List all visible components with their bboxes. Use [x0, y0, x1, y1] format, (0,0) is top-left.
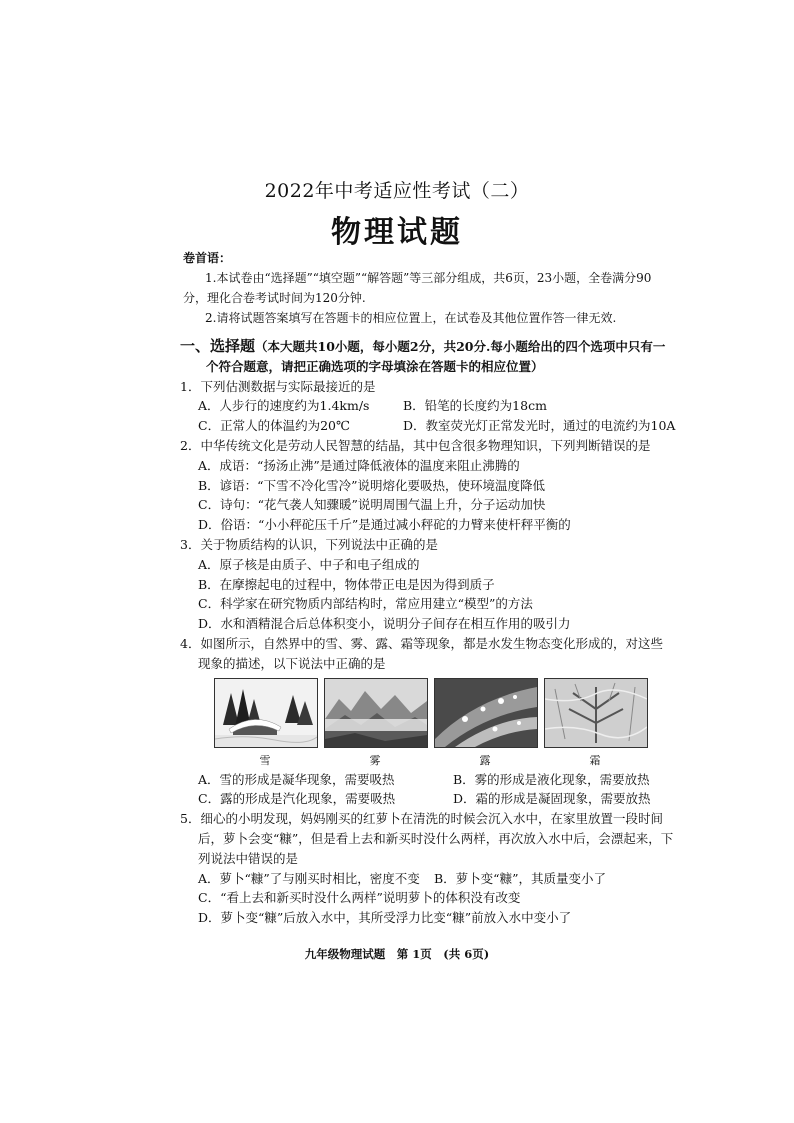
option-b: B．在摩擦起电的过程中，物体带正电是因为得到质子	[198, 576, 495, 592]
option-c: C．“看上去和新买时没什么两样”说明萝卜的体积没有改变	[198, 890, 521, 906]
figure-caption: 雾	[369, 753, 381, 767]
questions	[180, 337, 700, 928]
option-a: A．雪的形成是凝华现象，需要吸热	[198, 771, 395, 787]
dew-scene-image	[434, 678, 538, 748]
option-a: A．人步行的速度约为1.4km/s	[198, 398, 370, 414]
option-b: B．雾的形成是液化现象，需要放热	[453, 771, 650, 787]
figure-caption: 雪	[259, 753, 271, 767]
option-c: C．科学家在研究物质内部结构时，常应用建立“模型”的方法	[198, 596, 533, 612]
option-c: C．露的形成是汽化现象，需要吸热	[198, 791, 396, 807]
option-d: D．水和酒精混合后总体积变小，说明分子间存在相互作用的吸引力	[198, 616, 571, 632]
option-b: B．萝卜变“糠”，其质量变小了	[434, 870, 606, 886]
question-3	[180, 535, 700, 634]
section-heading	[180, 337, 700, 357]
option-row	[180, 770, 700, 790]
section-desc: （本大题共10小题，每小题2分，共20分.每小题给出的四个选项中只有一	[255, 339, 666, 354]
page-footer: 九年级物理试题 第 1页 (共 6页)	[304, 947, 490, 961]
notice-line-2: 2.请将试题答案填写在答题卡的相应位置上，在试卷及其他位置作答一律无效.	[205, 311, 617, 325]
phenomena-figures	[180, 678, 700, 770]
question-stem: 5．细心的小明发现，妈妈刚买的红萝卜在清洗的时候会沉入水中，在家里放置一段时间	[180, 811, 663, 827]
question-stem: 4．如图所示，自然界中的雪、雾、露、霜等现象，都是水发生物态变化形成的，对这些	[180, 635, 663, 651]
section-desc-2: 个符合题意，请把正确选项的字母填涂在答题卡的相应位置）	[206, 358, 544, 374]
question-stem: 1．下列估测数据与实际最接近的是	[180, 378, 376, 394]
question-stem: 2．中华传统文化是劳动人民智慧的结晶，其中包含很多物理知识，下列判断错误的是	[180, 437, 651, 453]
notice-line-1: 1.本试卷由“选择题”“填空题”“解答题”等三部分组成，共6页，23小题，全卷满分90	[205, 271, 652, 285]
question-1	[180, 377, 700, 436]
question-stem-cont: 现象的描述，以下说法中正确的是	[198, 655, 386, 671]
figure-caption: 霜	[589, 753, 601, 767]
figure-snow	[214, 678, 316, 770]
question-2	[180, 436, 700, 535]
notice-line-1b: 分，理化合卷考试时间为120分钟.	[183, 291, 366, 305]
figure-caption: 露	[479, 753, 491, 767]
question-stem-cont: 后，萝卜会变“糠”，但是看上去和新买时没什么两样，再次放入水中后，会漂起来，下	[198, 830, 674, 846]
snow-scene-image	[214, 678, 318, 748]
option-d: D．霜的形成是凝固现象，需要放热	[453, 791, 651, 807]
subject-title: 物理试题	[331, 215, 463, 250]
option-a: A．萝卜“糠”了与刚买时相比，密度不变	[198, 870, 420, 886]
question-stem-cont: 列说法中错误的是	[198, 850, 299, 866]
option-b: B．铅笔的长度约为18cm	[403, 398, 547, 414]
question-4	[180, 634, 700, 809]
option-row	[180, 869, 700, 889]
option-row	[180, 416, 700, 436]
option-c: C．正常人的体温约为20℃	[198, 418, 350, 434]
figure-dew	[434, 678, 536, 770]
exam-title: 2022年中考适应性考试（二）	[264, 180, 530, 202]
question-stem: 3．关于物质结构的认识，下列说法中正确的是	[180, 536, 438, 552]
option-d: D．教室荧光灯正常发光时，通过的电流约为10A	[403, 418, 676, 434]
fog-scene-image	[324, 678, 428, 748]
question-5	[180, 809, 700, 928]
option-row	[180, 396, 700, 416]
option-a: A．成语：“扬汤止沸”是通过降低液体的温度来阻止沸腾的	[198, 457, 520, 473]
option-b: B．谚语：“下雪不冷化雪冷”说明熔化要吸热，使环境温度降低	[198, 477, 545, 493]
exam-notice	[183, 248, 703, 328]
option-a: A．原子核是由质子、中子和电子组成的	[198, 556, 420, 572]
frost-scene-image	[544, 678, 648, 748]
section-title: 一、选择题	[180, 337, 256, 355]
option-c: C．诗句：“花气袭人知骤暖”说明周围气温上升，分子运动加快	[198, 497, 546, 513]
option-d: D．萝卜变“糠”后放入水中，其所受浮力比变“糠”前放入水中变小了	[198, 910, 572, 926]
figure-frost	[544, 678, 646, 770]
figure-fog	[324, 678, 426, 770]
notice-head: 卷首语：	[183, 251, 232, 265]
option-d: D．俗语：“小小秤砣压千斤”是通过减小秤砣的力臂来使杆秤平衡的	[198, 517, 571, 533]
option-row	[180, 789, 700, 809]
